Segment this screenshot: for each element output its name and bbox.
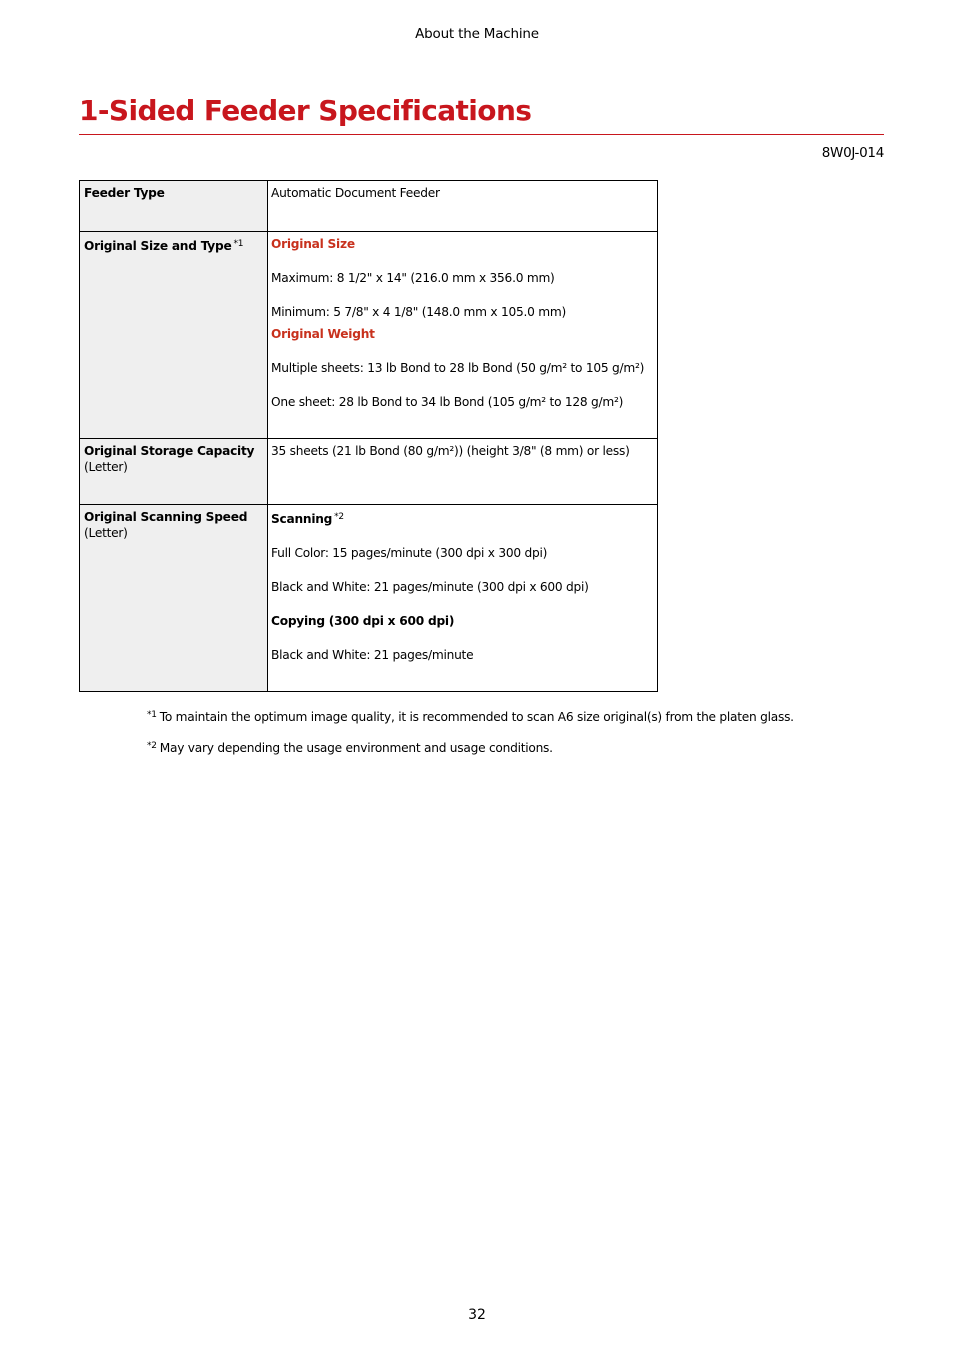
storage-capacity-sublabel: (Letter) (84, 460, 128, 474)
table-row-feeder-type (80, 181, 658, 232)
label-cell (80, 232, 268, 439)
value-cell (268, 181, 658, 232)
footnote-text: To maintain the optimum image quality, it is recommended to scan A6 size original(s) from the platen glass. (159, 710, 794, 724)
scan-color-speed: Full Color: 15 pages/minute (300 dpi x 300 dpi) (271, 546, 548, 560)
scanning-heading: Scanning (271, 512, 333, 526)
scan-bw-speed: Black and White: 21 pages/minute (300 dpi x 600 dpi) (271, 580, 589, 594)
feeder-type-label: Feeder Type (84, 186, 165, 200)
original-weight-one: One sheet: 28 lb Bond to 34 lb Bond (105 g/m² to 128 g/m²) (271, 395, 624, 409)
label-cell (80, 505, 268, 692)
label-cell (80, 181, 268, 232)
original-size-heading: Original Size (271, 237, 355, 251)
footnote-ref-2: *2 (334, 512, 344, 522)
feeder-type-value: Automatic Document Feeder (271, 186, 440, 200)
footnotes (147, 707, 794, 769)
footnote-2 (147, 738, 794, 756)
original-weight-heading: Original Weight (271, 327, 375, 341)
page-title: 1-Sided Feeder Specifications (79, 94, 532, 127)
copying-heading: Copying (300 dpi x 600 dpi) (271, 614, 455, 628)
value-cell (268, 439, 658, 505)
table-row-original-size-type (80, 232, 658, 439)
original-weight-multiple: Multiple sheets: 13 lb Bond to 28 lb Bond (50 g/m² to 105 g/m²) (271, 361, 645, 375)
running-header: About the Machine (415, 26, 539, 42)
original-size-min: Minimum: 5 7/8" x 4 1/8" (148.0 mm x 105.0 mm) (271, 305, 566, 319)
spec-table (79, 180, 658, 692)
scanning-speed-sublabel: (Letter) (84, 526, 128, 540)
title-rule (79, 134, 884, 135)
footnote-ref-1: *1 (233, 239, 244, 249)
original-size-type-label: Original Size and Type (84, 239, 232, 253)
table-row-scanning-speed (80, 505, 658, 692)
original-size-max: Maximum: 8 1/2" x 14" (216.0 mm x 356.0 mm) (271, 271, 555, 285)
footnote-1 (147, 707, 794, 725)
storage-capacity-value: 35 sheets (21 lb Bond (80 g/m²)) (height 3/8" (8 mm) or less) (271, 444, 630, 458)
storage-capacity-label: Original Storage Capacity (84, 444, 255, 458)
value-cell (268, 505, 658, 692)
footnote-mark: *2 (147, 741, 157, 751)
copy-bw-speed: Black and White: 21 pages/minute (271, 648, 474, 662)
scanning-speed-label: Original Scanning Speed (84, 510, 248, 524)
table-row-storage-capacity (80, 439, 658, 505)
value-cell (268, 232, 658, 439)
footnote-mark: *1 (147, 710, 157, 720)
page-number: 32 (468, 1307, 486, 1323)
footnote-text: May vary depending the usage environment and usage conditions. (159, 741, 553, 755)
doc-code: 8W0J-014 (821, 145, 884, 161)
label-cell (80, 439, 268, 505)
